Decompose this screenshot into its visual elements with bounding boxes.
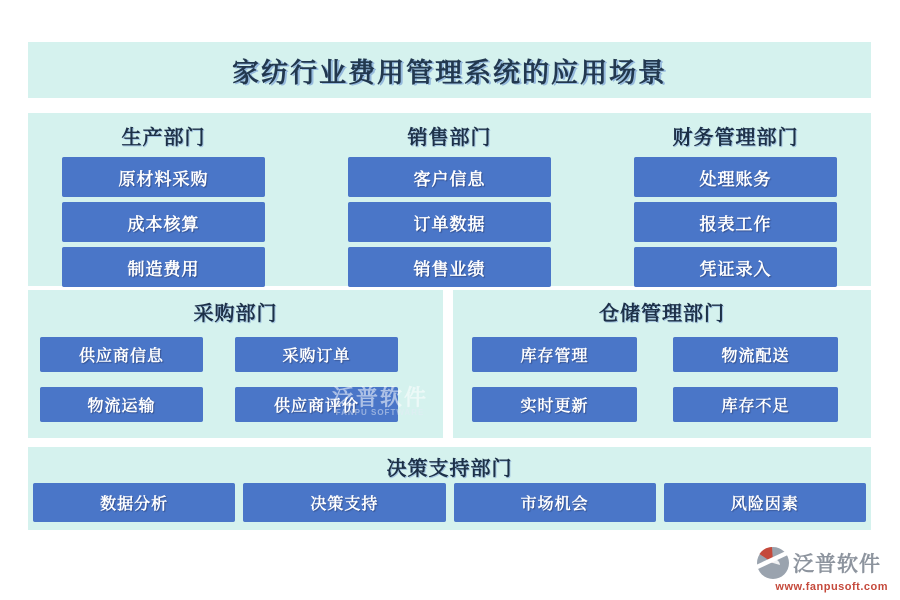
fanpu-logo [756, 546, 888, 593]
warehouse-dept-header: 仓储管理部门 [599, 303, 725, 325]
manufacturing-expense-button[interactable]: 制造费用 [62, 247, 265, 287]
account-processing-button[interactable]: 处理账务 [634, 157, 837, 197]
voucher-entry-button[interactable]: 凭证录入 [634, 247, 837, 287]
top-departments-panel [28, 113, 871, 286]
logistics-distribution-button[interactable]: 物流配送 [673, 337, 838, 372]
inventory-management-button[interactable]: 库存管理 [472, 337, 637, 372]
sales-performance-button[interactable]: 销售业绩 [348, 247, 551, 287]
page-title: 家纺行业费用管理系统的应用场景 [232, 57, 667, 88]
market-opportunity-button[interactable]: 市场机会 [454, 483, 656, 522]
cost-accounting-button[interactable]: 成本核算 [62, 202, 265, 242]
supplier-info-button[interactable]: 供应商信息 [40, 337, 203, 372]
watermark-text: 泛普软件 [331, 385, 428, 410]
logistics-transport-button[interactable]: 物流运输 [40, 387, 203, 422]
order-data-button[interactable]: 订单数据 [348, 202, 551, 242]
supplier-evaluation-button[interactable]: 供应商评价 [235, 387, 398, 422]
raw-material-procurement-button[interactable]: 原材料采购 [62, 157, 265, 197]
production-dept-header: 生产部门 [121, 127, 206, 149]
decision-support-panel [28, 447, 871, 530]
warehouse-dept-panel [453, 290, 871, 438]
customer-info-button[interactable]: 客户信息 [348, 157, 551, 197]
finance-dept-header: 财务管理部门 [672, 127, 799, 149]
procurement-dept-header: 采购部门 [193, 303, 278, 325]
procurement-dept-grid [28, 337, 443, 422]
decision-support-header: 决策支持部门 [386, 458, 513, 480]
sales-dept-header: 销售部门 [407, 127, 492, 149]
warehouse-dept-grid [453, 337, 871, 422]
title-banner [28, 42, 871, 98]
fanpu-logo-icon [756, 546, 790, 580]
decision-support-button[interactable]: 决策支持 [243, 483, 445, 522]
finance-dept-column [634, 113, 837, 286]
inventory-shortage-button[interactable]: 库存不足 [673, 387, 838, 422]
purchase-order-button[interactable]: 采购订单 [235, 337, 398, 372]
watermark-subtext: FANPU SOFTWARE [335, 408, 425, 418]
brand-url[interactable]: www.fanpusoft.com [775, 581, 888, 593]
procurement-dept-panel [28, 290, 443, 438]
brand-name: 泛普软件 [793, 553, 881, 576]
real-time-update-button[interactable]: 实时更新 [472, 387, 637, 422]
risk-factor-button[interactable]: 风险因素 [664, 483, 866, 522]
report-work-button[interactable]: 报表工作 [634, 202, 837, 242]
production-dept-column [62, 113, 265, 286]
data-analysis-button[interactable]: 数据分析 [33, 483, 235, 522]
decision-support-row [28, 483, 871, 522]
sales-dept-column [348, 113, 551, 286]
